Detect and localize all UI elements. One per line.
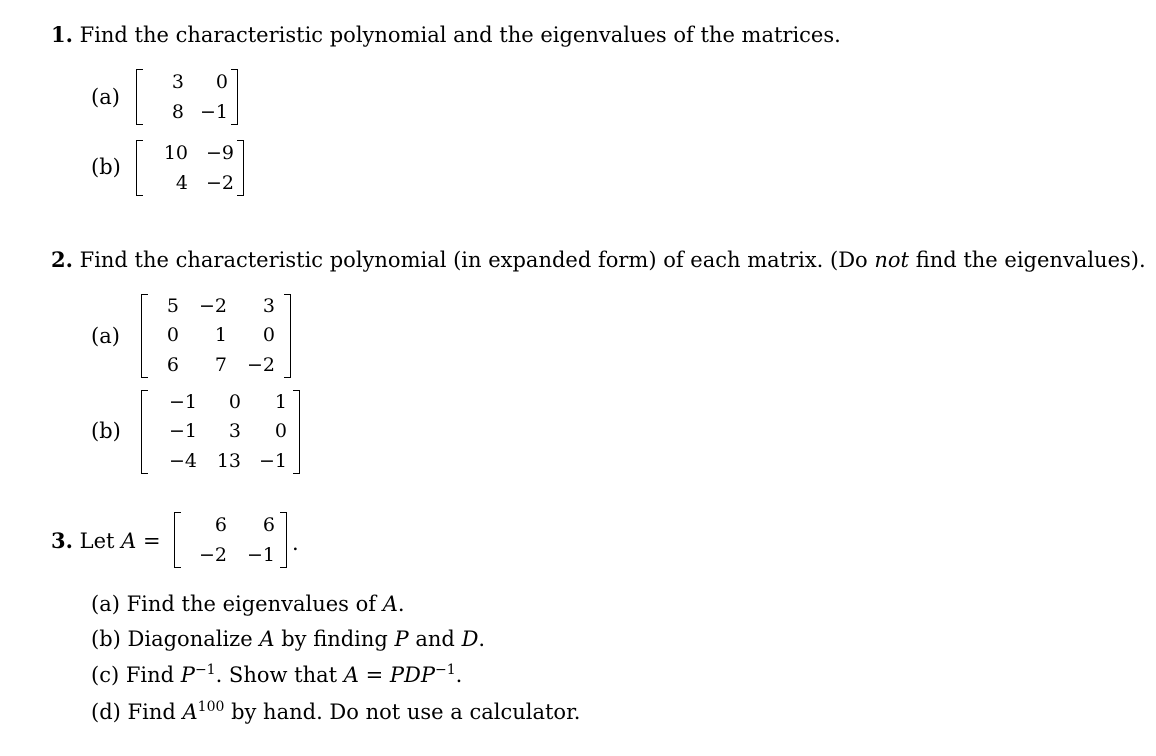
part-text: Find — [125, 663, 175, 687]
part-text: Find the eigenvalues of — [126, 592, 377, 616]
bracket-left — [136, 69, 143, 125]
math-var: P — [394, 627, 409, 651]
matrix-cell: 10 — [163, 141, 188, 164]
problem-2a-label: (a) — [91, 324, 120, 348]
problem-1a-label: (a) — [91, 85, 120, 109]
matrix-cell: 0 — [274, 420, 287, 443]
matrix-cell: −4 — [168, 449, 197, 472]
problem-3-var: A — [121, 529, 137, 553]
problem-3-lead: Let — [79, 529, 115, 553]
part-text: . Show that — [215, 663, 338, 687]
superscript: 100 — [197, 699, 225, 715]
problem-3c — [91, 662, 463, 687]
problem-2a-matrix — [141, 294, 291, 378]
problem-2b-label: (b) — [91, 419, 121, 443]
matrix-cell: 0 — [215, 70, 228, 93]
problem-1b-matrix — [136, 140, 244, 196]
bracket-left — [141, 294, 148, 378]
matrix-cell: 0 — [228, 391, 241, 414]
problem-2-text-end: find the eigenvalues). — [915, 248, 1146, 272]
problem-3d — [91, 699, 581, 724]
bracket-left — [174, 512, 181, 568]
problem-3-heading — [51, 530, 161, 552]
problem-2b-matrix — [141, 390, 300, 474]
matrix-cell: 3 — [262, 295, 275, 318]
part-text: Find — [127, 700, 176, 724]
part-text: . — [397, 592, 405, 616]
bracket-right — [231, 69, 238, 125]
matrix-cell: 13 — [216, 449, 241, 472]
math-var: A — [382, 592, 398, 616]
matrix-cell: 6 — [262, 513, 275, 536]
problem-1b-label: (b) — [91, 155, 121, 179]
matrix-cell: 6 — [214, 513, 227, 536]
matrix-cell: −2 — [205, 171, 234, 194]
matrix-cell: −1 — [199, 100, 228, 123]
matrix-cell: 5 — [166, 295, 179, 318]
problem-1-text: Find the characteristic polynomial and the eigenvalues of the matrices. — [79, 23, 841, 47]
part-label: (c) — [91, 663, 120, 687]
matrix-cell: 7 — [214, 353, 227, 376]
problem-1-heading — [51, 24, 841, 46]
bracket-right — [280, 512, 287, 568]
bracket-right — [237, 140, 244, 196]
bracket-right — [293, 390, 300, 474]
matrix-cell: −9 — [205, 141, 234, 164]
problem-2-number: 2. — [51, 247, 73, 272]
part-text: = — [365, 663, 384, 687]
part-label: (d) — [91, 700, 121, 724]
part-text: by finding — [281, 627, 388, 651]
matrix-cell: 0 — [166, 324, 179, 347]
part-text: . — [478, 627, 486, 651]
problem-2-heading — [51, 249, 1146, 271]
part-text: by hand. Do not use a calculator. — [231, 700, 581, 724]
part-text: and — [415, 627, 455, 651]
matrix-cell: −1 — [246, 543, 275, 566]
matrix-cell: 1 — [274, 391, 287, 414]
problem-3-period: . — [292, 531, 299, 555]
matrix-cell: −2 — [198, 543, 227, 566]
problem-2-emphasis: not — [874, 248, 909, 272]
problem-1a-matrix — [136, 69, 238, 125]
matrix-cell: 3 — [228, 420, 241, 443]
problem-2-text: Find the characteristic polynomial (in expanded form) of each matrix. (Do — [79, 248, 868, 272]
superscript: −1 — [435, 662, 456, 678]
superscript: −1 — [194, 662, 216, 678]
math-var: P — [180, 663, 195, 687]
math-var: A — [182, 700, 198, 724]
matrix-cell: −1 — [168, 420, 197, 443]
matrix-cell: 8 — [171, 100, 184, 123]
matrix-cell: −1 — [258, 449, 287, 472]
matrix-cell: −2 — [246, 353, 275, 376]
math-var: A — [259, 627, 275, 651]
matrix-cell: −1 — [168, 391, 197, 414]
part-text: Diagonalize — [127, 627, 253, 651]
problem-1-number: 1. — [51, 22, 73, 47]
part-label: (a) — [91, 592, 120, 616]
problem-3a — [91, 594, 405, 615]
problem-3-number: 3. — [51, 528, 73, 553]
math-var: D — [461, 627, 479, 651]
matrix-cell: −2 — [198, 295, 227, 318]
math-var: A — [343, 663, 359, 687]
problem-3-matrix — [174, 512, 287, 568]
part-text: . — [455, 663, 463, 687]
problem-3-eq: = — [142, 529, 161, 553]
part-label: (b) — [91, 627, 121, 651]
bracket-left — [136, 140, 143, 196]
bracket-right — [284, 294, 291, 378]
matrix-cell: 4 — [175, 171, 188, 194]
matrix-cell: 0 — [262, 324, 275, 347]
math-var: PDP — [389, 663, 436, 687]
matrix-cell: 3 — [171, 70, 184, 93]
matrix-cell: 1 — [214, 324, 227, 347]
problem-3b — [91, 629, 485, 650]
bracket-left — [141, 390, 148, 474]
matrix-cell: 6 — [166, 353, 179, 376]
